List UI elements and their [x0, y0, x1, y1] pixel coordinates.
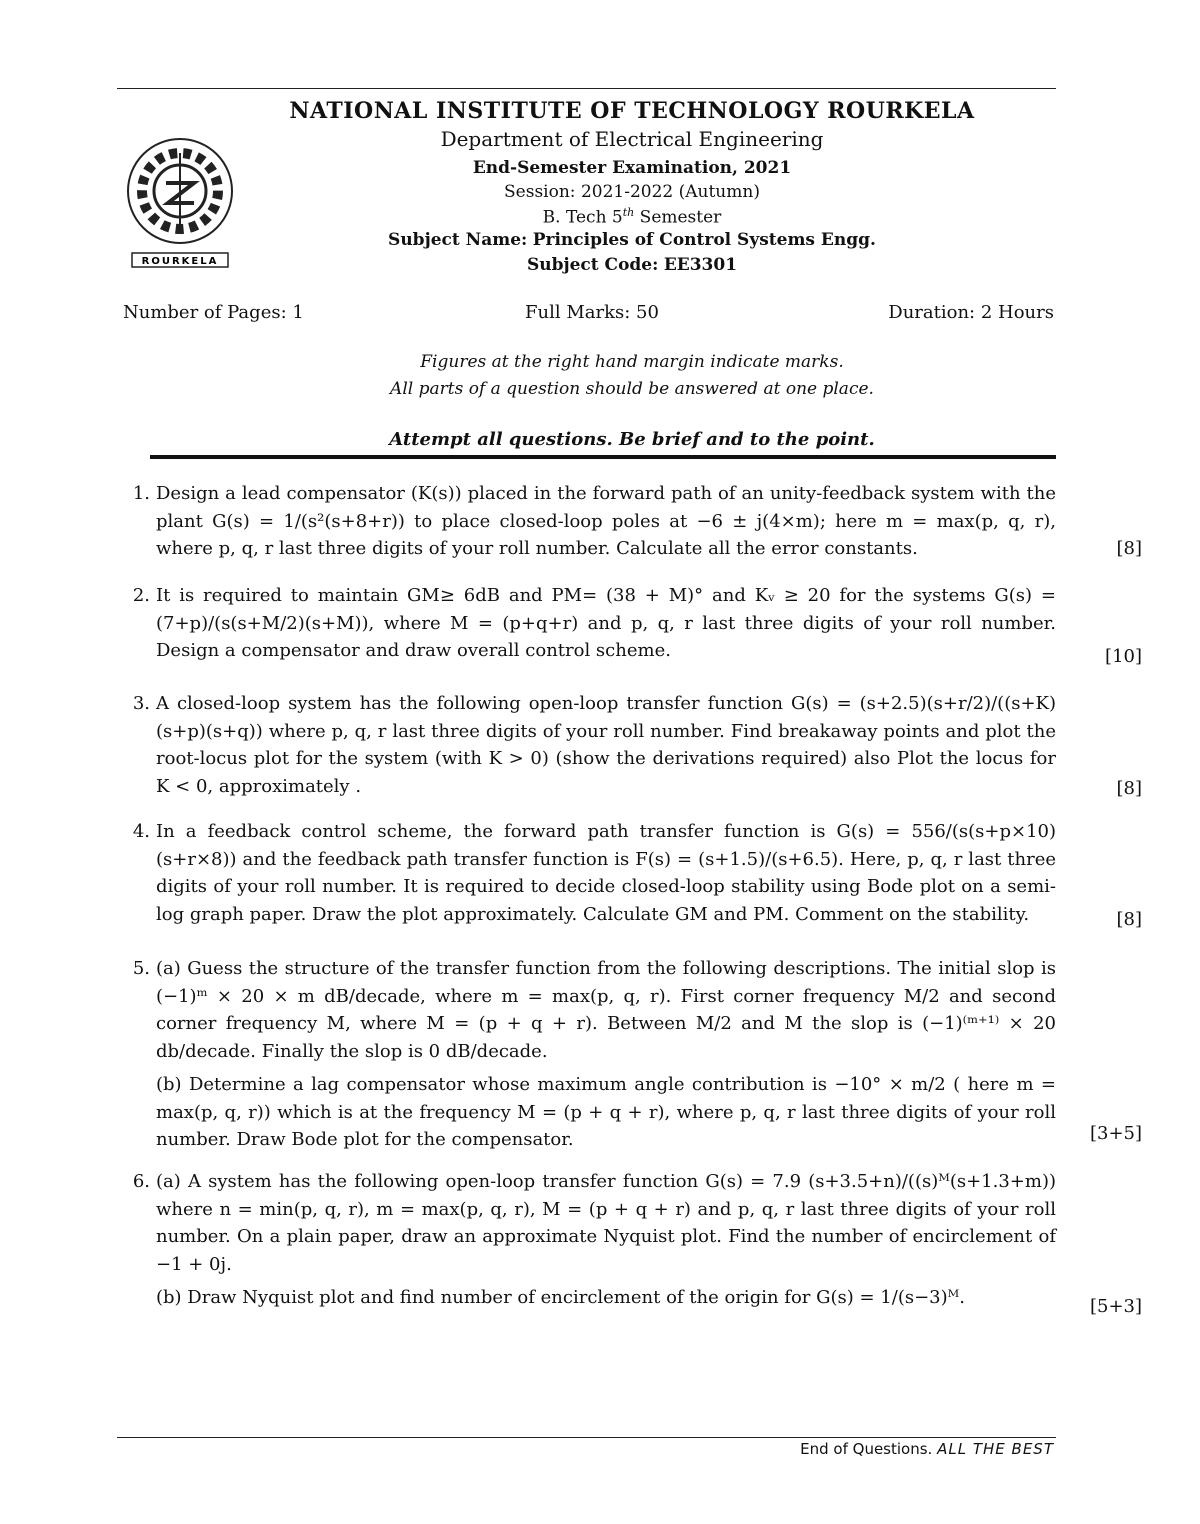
marks-label: [3+5]	[1089, 1123, 1142, 1144]
semester-text: B. Tech 5th Semester	[542, 206, 722, 228]
institute-logo	[118, 133, 242, 271]
question-1: 1. Design a lead compensator (K(s)) placed in the forward path of an unity-feedback system with the plant G(s) = 1/(s²(s+8+r)) to place closed-loop poles at −6 ± j(4×m); here m = max(p, q, r), where p, q, r last three digits of your roll number. Calculate all the error constants. [8]	[120, 480, 1056, 563]
marks-label: [8]	[1116, 909, 1142, 930]
subject-name: Subject Name: Principles of Control Systems Engg.	[388, 230, 876, 250]
question-6: 6. (a) A system has the following open-loop transfer function G(s) = 7.9 (s+3.5+n)/((s)ᴹ(s+1.3+m)) where n = min(p, q, r), m = max(p, q, r), M = (p + q + r) and p, q, r last three digits of your roll number. On a plain paper, draw an approximate Nyquist plot. Find the number of encirclement of −1 + 0j. (b) Draw Nyquist plot and find number of encirclement of the origin for G(s) = 1/(s−3)ᴹ. [5+3]	[120, 1168, 1056, 1312]
question-4: 4. In a feedback control scheme, the forward path transfer function is G(s) = 556/(s(s+p×10)(s+r×8)) and the feedback path transfer function is F(s) = (s+1.5)/(s+6.5). Here, p, q, r last three digits of your roll number. It is required to decide closed-loop stability using Bode plot on a semi-log graph paper. Draw the plot approximately. Calculate GM and PM. Comment on the stability. [8]	[120, 818, 1056, 928]
marks-label: [5+3]	[1089, 1296, 1142, 1317]
number-of-pages: Number of Pages: 1	[123, 302, 304, 323]
instruction-note: Attempt all questions. Be brief and to the point.	[389, 429, 875, 450]
bottom-rule	[117, 1437, 1056, 1438]
marks-label: [8]	[1116, 778, 1142, 799]
department-name: Department of Electrical Engineering	[440, 127, 824, 151]
subject-code: Subject Code: EE3301	[526, 255, 738, 275]
exam-title: End-Semester Examination, 2021	[472, 158, 792, 178]
footer-text: End of Questions. ALL THE BEST	[800, 1440, 1054, 1458]
svg-text:ROURKELA: ROURKELA	[141, 256, 219, 267]
duration: Duration: 2 Hours	[888, 302, 1054, 323]
question-2: 2. It is required to maintain GM≥ 6dB and PM= (38 + M)° and Kᵥ ≥ 20 for the systems G(s) = (7+p)/(s(s+M/2)(s+M)), where M = (p+q+r) and p, q, r last three digits of your roll number. Design a compensator and draw overall control scheme. [10]	[120, 582, 1056, 665]
session-text: Session: 2021-2022 (Autumn)	[504, 182, 760, 202]
marks-label: [10]	[1105, 646, 1142, 667]
marks-label: [8]	[1116, 538, 1142, 559]
top-rule	[117, 88, 1056, 89]
question-3: 3. A closed-loop system has the following open-loop transfer function G(s) = (s+2.5)(s+r/2)/((s+K)(s+p)(s+q)) where p, q, r last three digits of your roll number. Find breakaway points and plot the root-locus plot for the system (with K > 0) (show the derivations required) also Plot the locus for K < 0, approximately . [8]	[120, 690, 1056, 800]
question-5: 5. (a) Guess the structure of the transfer function from the following descriptions. The initial slop is (−1)ᵐ × 20 × m dB/decade, where m = max(p, q, r). First corner frequency M/2 and second corner frequency M, where M = (p + q + r). Between M/2 and M the slop is (−1)⁽ᵐ⁺¹⁾ × 20 db/decade. Finally the slop is 0 dB/decade. (b) Determine a lag compensator whose maximum angle contribution is −10° × m/2 ( here m = max(p, q, r)) which is at the frequency M = (p + q + r), where p, q, r last three digits of your roll number. Draw Bode plot for the compensator. [3+5]	[132, 958, 1142, 1150]
institute-name: NATIONAL INSTITUTE OF TECHNOLOGY ROURKELA	[289, 98, 975, 124]
full-marks: Full Marks: 50	[525, 302, 659, 323]
instruction-note: All parts of a question should be answered at one place.	[390, 379, 874, 399]
instruction-note: Figures at the right hand margin indicate marks.	[420, 352, 844, 372]
section-divider	[150, 455, 1056, 459]
